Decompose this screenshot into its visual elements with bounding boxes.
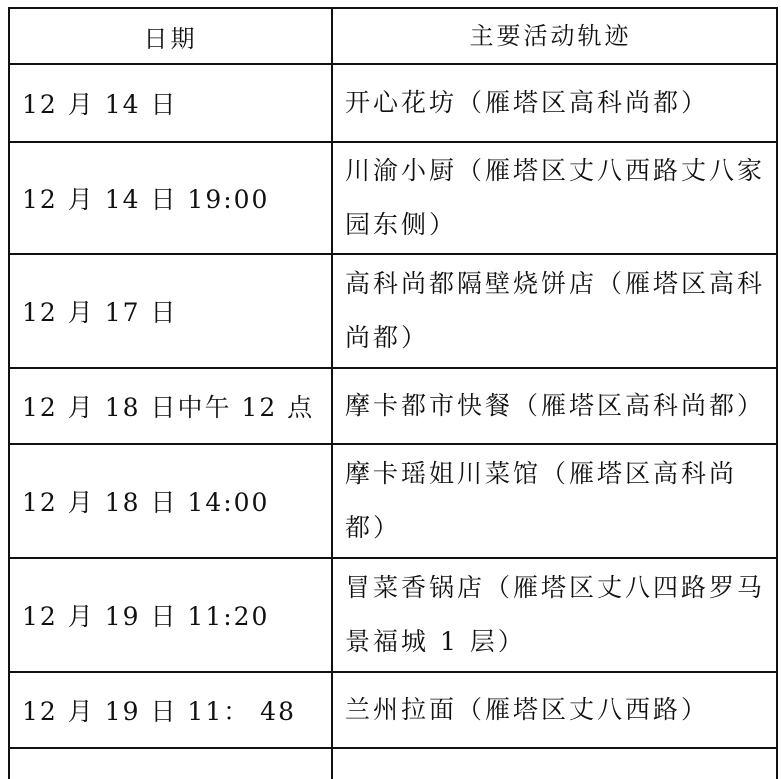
table-row [10,255,776,369]
date-cell: 12 月 14 日 [10,65,333,141]
table-header-row [10,9,776,65]
date-cell: 12 月 18 日中午 12 点 [10,369,333,443]
table-row [10,369,776,445]
date-cell: 12 月 18 日 14:00 [10,445,333,557]
date-cell: 12 月 14 日 19:00 [10,143,333,253]
activity-table [8,7,778,779]
table-row [10,673,776,749]
place-cell: 摩卡瑶姐川菜馆（雁塔区高科尚都） [345,459,738,542]
date-cell: 12 月 19 日 11:20 [10,559,333,671]
place-cell: 川渝小厨（雁塔区丈八西路丈八家园东侧） [345,156,766,239]
place-cell: 摩卡都市快餐（雁塔区高科尚都） [345,391,766,420]
table-row [10,559,776,673]
place-cell: 开心花坊（雁塔区高科尚都） [345,88,710,117]
table-row-partial [10,749,776,779]
date-cell: 12 月 17 日 [10,255,333,367]
table-row [10,65,776,143]
header-date: 日期 [10,9,333,63]
date-cell-empty [10,749,333,779]
date-cell: 12 月 19 日 11： 48 [10,673,333,747]
place-cell: 兰州拉面（雁塔区丈八西路） [345,695,710,724]
header-activity-trace: 主要活动轨迹 [469,22,632,50]
table-row [10,445,776,559]
place-cell: 高科尚都隔壁烧饼店（雁塔区高科尚都） [345,269,766,352]
place-cell: 冒菜香锅店（雁塔区丈八四路罗马景福城 1 层） [345,573,766,656]
table-row [10,143,776,255]
place-cell-empty [333,749,776,779]
